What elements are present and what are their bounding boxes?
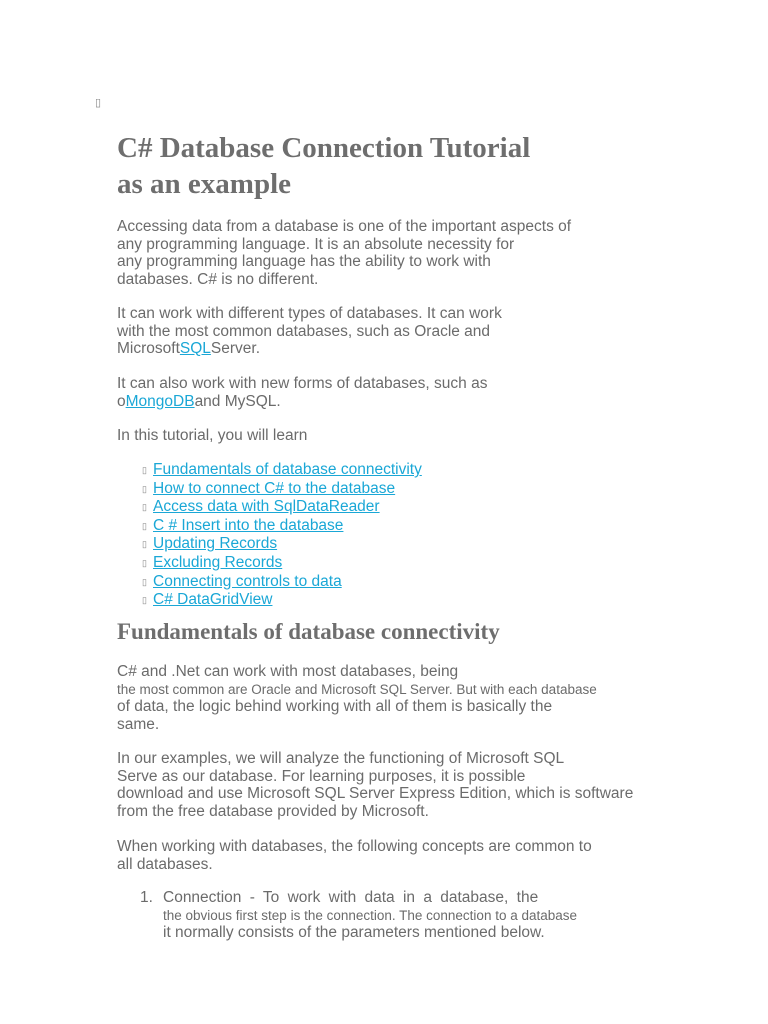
- toc-link[interactable]: How to connect C# to the database: [153, 479, 396, 497]
- text-fragment: Server.: [210, 340, 260, 357]
- bullet-icon: ▯: [142, 465, 147, 475]
- bullet-icon: ▯: [142, 576, 147, 587]
- list-item: [142, 480, 519, 499]
- sql-link[interactable]: SQL: [179, 340, 211, 357]
- text-fragment: o: [117, 392, 126, 410]
- intro-paragraph-3: [117, 375, 487, 410]
- list-item: [142, 573, 519, 592]
- toc-link[interactable]: Excluding Records: [153, 553, 283, 571]
- text-line: any programming language. It is an absolute necessity for: [117, 235, 515, 253]
- list-item: [142, 591, 519, 610]
- bullet-icon: ▯: [142, 502, 147, 513]
- intro-paragraph-4: In this tutorial, you will learn: [117, 427, 308, 444]
- page-title: [117, 130, 530, 202]
- section-paragraph-2: [117, 750, 633, 820]
- text-line: any programming language has the ability to work with: [117, 253, 491, 270]
- text-line: [117, 340, 502, 358]
- tutorial-contents-list: [142, 461, 519, 610]
- section-paragraph-3: [117, 838, 592, 873]
- title-line-2: as an example: [117, 168, 291, 200]
- list-item: [142, 461, 519, 480]
- text-line: databases. C# is no different.: [117, 270, 319, 288]
- toc-link[interactable]: Connecting controls to data: [153, 572, 342, 590]
- text-line: the most common are Oracle and Microsoft SQL Server. But with each database: [117, 681, 597, 697]
- toc-link[interactable]: C # Insert into the database: [153, 516, 344, 534]
- text-line: Accessing data from a database is one of the important aspects of: [117, 218, 572, 235]
- text-line: Serve as our database. For learning purposes, it is possible: [117, 767, 526, 785]
- intro-paragraph-1: [117, 218, 571, 288]
- text-line: of data, the logic behind working with all of them is basically the: [117, 698, 553, 715]
- bullet-icon: ▯: [142, 539, 147, 550]
- toc-link[interactable]: C# DataGridView: [153, 591, 273, 609]
- placeholder-glyph-icon: ▯: [95, 97, 102, 109]
- toc-link[interactable]: Fundamentals of database connectivity: [153, 461, 422, 478]
- list-item: [142, 554, 519, 573]
- numbered-list-item: [140, 889, 577, 942]
- section-heading: Fundamentals of database connectivity: [117, 619, 500, 644]
- text-fragment: and MySQL.: [194, 392, 281, 410]
- text-line: it normally consists of the parameters mentioned below.: [163, 924, 545, 941]
- text-line: download and use Microsoft SQL Server Express Edition, which is software: [117, 785, 634, 802]
- text-line: When working with databases, the following concepts are common to: [117, 838, 592, 855]
- list-item: [142, 517, 519, 536]
- text-line: with the most common databases, such as Oracle and: [117, 322, 491, 340]
- text-line: In our examples, we will analyze the functioning of Microsoft SQL: [117, 750, 565, 767]
- bullet-icon: ▯: [142, 557, 147, 568]
- text-line: all databases.: [117, 855, 213, 873]
- text-line: the obvious first step is the connection. The connection to a database: [163, 907, 578, 923]
- text-line: [117, 393, 487, 411]
- text-line: C# and .Net can work with most databases, being: [117, 663, 459, 680]
- intro-paragraph-2: [117, 305, 502, 358]
- text-line: It can work with different types of databases. It can work: [117, 305, 502, 322]
- toc-link[interactable]: Updating Records: [153, 535, 278, 553]
- text-line: from the free database provided by Microsoft.: [117, 802, 429, 820]
- bullet-icon: ▯: [142, 520, 147, 531]
- list-number: 1.: [140, 889, 153, 906]
- text-fragment: Microsoft: [117, 340, 180, 357]
- text-line: Connection - To work with data in a database, the: [163, 889, 539, 906]
- title-line-1: C# Database Connection Tutorial: [117, 132, 531, 164]
- section-paragraph-1: [117, 663, 597, 733]
- list-item: [142, 535, 519, 554]
- text-line: same.: [117, 715, 160, 733]
- toc-link[interactable]: Access data with SqlDataReader: [153, 498, 380, 516]
- bullet-icon: ▯: [142, 483, 147, 494]
- text-line: It can also work with new forms of databases, such as: [117, 375, 488, 392]
- mongodb-link[interactable]: MongoDB: [125, 392, 195, 410]
- bullet-icon: ▯: [142, 595, 147, 606]
- list-item: [142, 498, 519, 517]
